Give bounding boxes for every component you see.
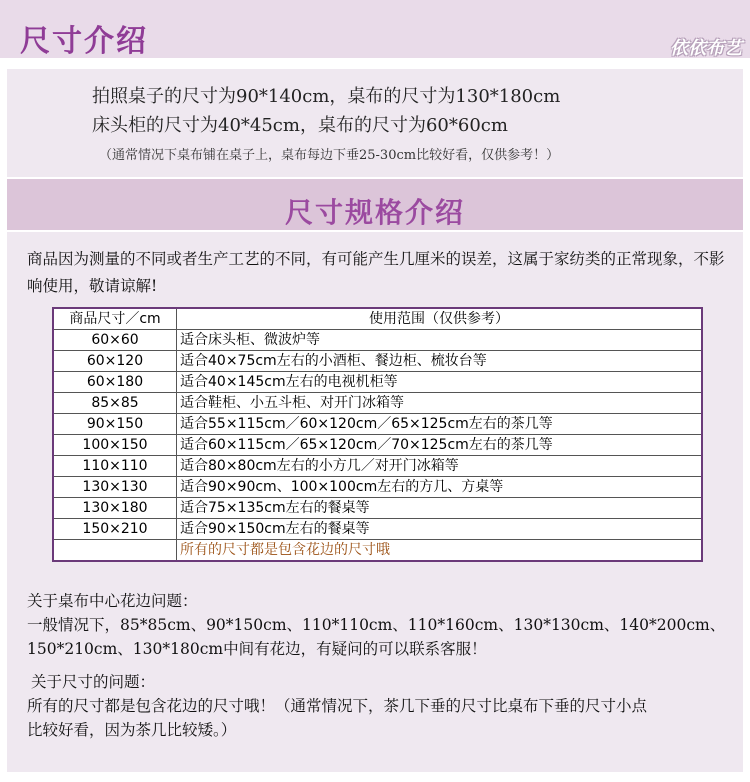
border-question-title: 关于桌布中心花边问题： xyxy=(27,592,198,610)
use-cell: 适合80×80cm左右的小方几／对开门冰箱等 xyxy=(177,456,703,477)
table-row-note xyxy=(53,540,702,562)
table-row xyxy=(53,477,702,498)
table-header-row xyxy=(53,308,702,330)
intro-line-2: 床头柜的尺寸为40*45cm，桌布的尺寸为60*60cm xyxy=(92,115,508,136)
border-question-block xyxy=(27,589,747,661)
column-header-size: 商品尺寸／cm xyxy=(53,308,177,330)
size-cell: 85×85 xyxy=(53,393,177,414)
size-table xyxy=(52,307,703,562)
size-question-title: 关于尺寸的问题： xyxy=(31,673,156,691)
use-cell: 适合40×75cm左右的小酒柜、餐边柜、梳妆台等 xyxy=(177,351,703,372)
use-cell: 适合55×115cm／60×120cm／65×125cm左右的茶几等 xyxy=(177,414,703,435)
use-cell: 适合40×145cm左右的电视机柜等 xyxy=(177,372,703,393)
section-title: 尺寸规格介绍 xyxy=(284,196,465,229)
table-row xyxy=(53,519,702,540)
table-row xyxy=(53,414,702,435)
use-cell: 适合床头柜、微波炉等 xyxy=(177,330,703,351)
size-cell: 150×210 xyxy=(53,519,177,540)
border-question-line-2: 150*210cm、130*180cm中间有花边，有疑问的可以联系客服！ xyxy=(27,640,487,658)
size-cell: 60×60 xyxy=(53,330,177,351)
size-question-line-1: 所有的尺寸都是包含花边的尺寸哦！（通常情况下，茶几下垂的尺寸比桌布下垂的尺寸小点 xyxy=(27,697,648,715)
brand-watermark: 依依布艺 xyxy=(670,38,742,59)
size-cell xyxy=(53,540,177,562)
border-question-line-1: 一般情况下，85*85cm、90*150cm、110*110cm、110*160cm、130*130cm、140*200cm、 xyxy=(27,616,726,634)
size-cell: 90×150 xyxy=(53,414,177,435)
intro-note: （通常情况下桌布铺在桌子上，桌布每边下垂25-30cm比较好看，仅供参考！） xyxy=(99,148,560,163)
table-row xyxy=(53,393,702,414)
use-cell: 适合鞋柜、小五斗柜、对开门冰箱等 xyxy=(177,393,703,414)
use-cell: 适合90×90cm、100×100cm左右的方几、方桌等 xyxy=(177,477,703,498)
table-row xyxy=(53,456,702,477)
size-cell: 130×180 xyxy=(53,498,177,519)
use-cell: 适合75×135cm左右的餐桌等 xyxy=(177,498,703,519)
size-cell: 130×130 xyxy=(53,477,177,498)
size-cell: 100×150 xyxy=(53,435,177,456)
page-title: 尺寸介绍 xyxy=(20,24,148,59)
table-row xyxy=(53,435,702,456)
table-row xyxy=(53,330,702,351)
size-cell: 60×120 xyxy=(53,351,177,372)
size-cell: 110×110 xyxy=(53,456,177,477)
intro-line-1: 拍照桌子的尺寸为90*140cm，桌布的尺寸为130*180cm xyxy=(92,86,561,107)
table-note: 所有的尺寸都是包含花边的尺寸哦 xyxy=(177,540,703,562)
column-header-use: 使用范围（仅供参考） xyxy=(177,308,703,330)
size-question-line-2: 比较好看，因为茶几比较矮。） xyxy=(27,721,237,739)
table-row xyxy=(53,372,702,393)
size-question-block xyxy=(27,670,747,742)
use-cell: 适合60×115cm／65×120cm／70×125cm左右的茶几等 xyxy=(177,435,703,456)
table-row xyxy=(53,351,702,372)
table-row xyxy=(53,498,702,519)
disclaimer-text: 商品因为测量的不同或者生产工艺的不同，有可能产生几厘米的误差，这属于家纺类的正常现象，不影响使用，敬请谅解! xyxy=(27,250,725,295)
use-cell: 适合90×150cm左右的餐桌等 xyxy=(177,519,703,540)
size-cell: 60×180 xyxy=(53,372,177,393)
